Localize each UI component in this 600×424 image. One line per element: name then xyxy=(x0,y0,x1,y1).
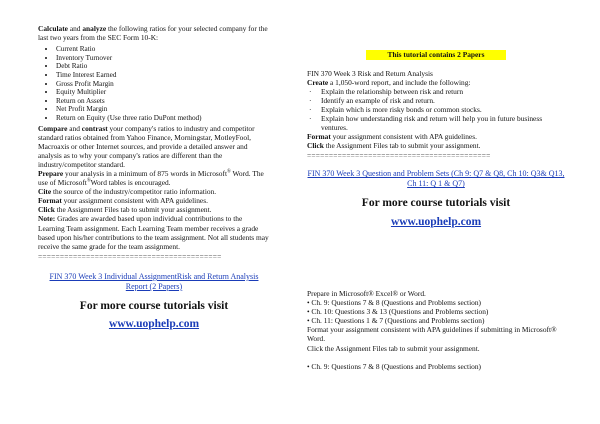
list-item: • Gross Profit Margin xyxy=(56,80,270,89)
detail-line: Click the Assignment Files tab to submit your assignment. xyxy=(307,343,480,353)
click-paragraph xyxy=(38,205,270,214)
list-item: · Explain the relationship between risk and return xyxy=(307,87,565,96)
format-text: your assignment consistent with APA guidelines. xyxy=(330,132,477,142)
list-item: • Equity Multiplier xyxy=(56,88,270,97)
course-link-title[interactable]: FIN 370 Week 3 Question and Problem Sets (Ch 9: Q7 & Q8, Ch 10: Q3& Q13, Ch 11: Q 1 & Q7) xyxy=(307,169,565,189)
contrast-label: contrast xyxy=(81,123,108,133)
intro-conj: and xyxy=(67,24,83,33)
format-paragraph xyxy=(307,132,565,141)
tutorial-heading: For more course tutorials visit xyxy=(79,299,229,312)
click-label: Click xyxy=(38,205,55,215)
click-paragraph xyxy=(307,141,565,150)
assignment-title: FIN 370 Week 3 Risk and Return Analysis xyxy=(307,68,433,78)
site-link[interactable]: www.uophelp.com xyxy=(108,318,200,331)
site-link[interactable]: www.uophelp.com xyxy=(390,215,482,228)
cite-paragraph xyxy=(38,187,270,196)
intro-paragraph xyxy=(38,24,270,42)
course-link-title[interactable]: FIN 370 Week 3 Individual AssignmentRisk and Return Analysis Report (2 Papers) xyxy=(49,271,259,291)
list-item: • Debt Ratio xyxy=(56,62,270,71)
click-text: the Assignment Files tab to submit your assignment. xyxy=(54,205,212,215)
note-label: Note: xyxy=(38,214,56,224)
spacer xyxy=(307,353,569,362)
compare-text: your company's ratios to industry and competitor standard ratios obtained from Yahoo Finance, Morningstar, MotleyFool, Macroaxis or other Internet sources, and provide a detailed answer and analysis as to why your company's ratios are different than the industry/competitor standard. xyxy=(38,123,255,169)
problem-set-details xyxy=(307,289,569,371)
detail-line: • Ch. 9: Questions 7 & 8 (Questions and Problems section) xyxy=(307,361,481,371)
separator: ========================================== xyxy=(307,151,491,161)
ratio-list xyxy=(38,45,270,122)
detail-line: Prepare in Microsoft® Excel® or Word. xyxy=(307,289,426,298)
papers-badge: This tutorial contains 2 Papers xyxy=(366,50,506,60)
detail-line: Format your assignment consistent with APA guidelines if submitting in Microsoft® Word. xyxy=(307,325,557,344)
right-column xyxy=(307,50,565,227)
cite-label: Cite xyxy=(38,187,52,197)
compare-paragraph xyxy=(38,124,270,169)
prepare-text: your analysis in a minimum of 875 words in Microsoft xyxy=(63,169,227,178)
list-item: • Net Profit Margin xyxy=(56,105,270,114)
click-text: the Assignment Files tab to submit your assignment. xyxy=(323,141,481,151)
list-item: · Identify an example of risk and return. xyxy=(307,96,565,105)
detail-line: • Ch. 10: Questions 3 & 13 (Questions and Problems section) xyxy=(307,307,489,317)
calculate-label: Calculate xyxy=(38,24,68,33)
detail-line: • Ch. 11: Questions 1 & 7 (Questions and Problems section) xyxy=(307,316,485,326)
note-paragraph xyxy=(38,214,270,250)
list-item: · Explain how understanding risk and return will help you in future business ventures. xyxy=(307,114,565,132)
cite-text: the source of the industry/competitor ratio information. xyxy=(51,187,217,197)
compare-label: Compare xyxy=(38,123,68,133)
prepare-label: Prepare xyxy=(38,169,64,178)
format-text: your assignment consistent with APA guidelines. xyxy=(61,196,208,206)
format-label: Format xyxy=(307,132,331,142)
registered-mark: ® xyxy=(227,169,231,175)
list-item: • Return on Equity (Use three ratio DuPont method) xyxy=(56,114,270,123)
intro-text: the following ratios for your selected company for the last two years from the SEC Form 10-K: xyxy=(38,24,268,43)
separator: ========================================== xyxy=(38,251,222,261)
prepare-tail-text: Word tables is encouraged. xyxy=(90,178,171,188)
prepare-paragraph xyxy=(38,169,270,187)
click-label: Click xyxy=(307,141,324,151)
list-item: • Time Interest Earned xyxy=(56,71,270,80)
compare-conj: and xyxy=(67,123,82,133)
format-label: Format xyxy=(38,196,62,206)
create-paragraph xyxy=(307,78,565,87)
list-item: • Current Ratio xyxy=(56,45,270,54)
prepare-word-text: Word. The use of Microsoft xyxy=(38,169,264,188)
note-text: Grades are awarded based upon individual contributions to the Learning Team assignment. Each Learning Team member receives a grade based upon his/her contributions to the team assignment. Not all students may receive the same grade for the team assignment. xyxy=(38,214,269,251)
analyze-label: analyze xyxy=(82,24,107,33)
requirements-list xyxy=(307,87,565,132)
registered-mark: ® xyxy=(86,178,91,184)
tutorial-heading: For more course tutorials visit xyxy=(361,197,511,210)
list-item: · Explain which is more risky bonds or common stocks. xyxy=(307,105,565,114)
list-item: • Return on Assets xyxy=(56,97,270,106)
create-text: a 1,050-word report, and include the following: xyxy=(328,77,471,87)
create-label: Create xyxy=(307,77,329,87)
left-column xyxy=(38,24,270,329)
list-item: • Inventory Turnover xyxy=(56,54,270,63)
detail-line: • Ch. 9: Questions 7 & 8 (Questions and Problems section) xyxy=(307,298,481,308)
format-paragraph xyxy=(38,196,270,205)
